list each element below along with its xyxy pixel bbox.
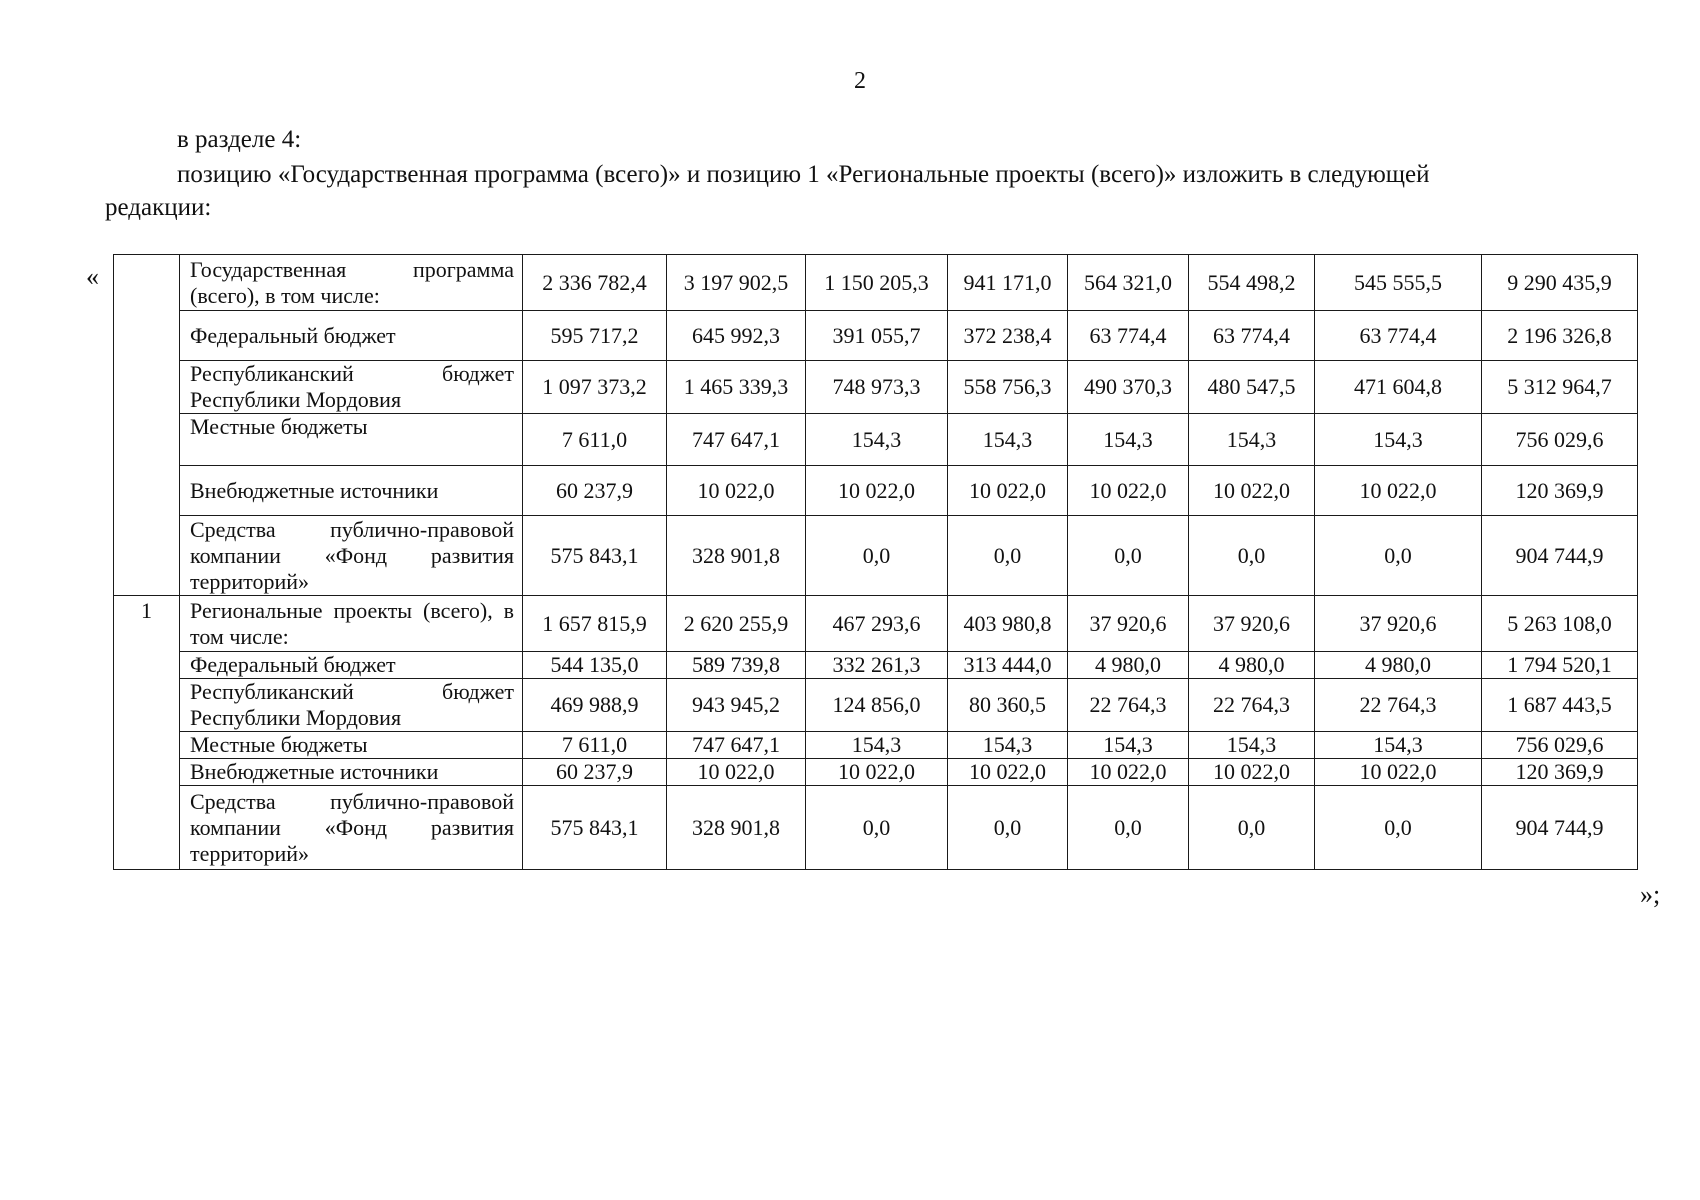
value-cell: 544 135,0: [523, 652, 667, 679]
value-cell: 0,0: [806, 516, 948, 596]
value-cell: 558 756,3: [948, 361, 1068, 414]
value-cell: 480 547,5: [1189, 361, 1315, 414]
value-cell: 154,3: [1315, 414, 1482, 466]
value-cell: 1 794 520,1: [1482, 652, 1638, 679]
budget-table: [113, 254, 1638, 870]
value-cell: 154,3: [1068, 414, 1189, 466]
row-label-cell: Внебюджетные источники: [180, 759, 523, 786]
value-cell: 1 687 443,5: [1482, 679, 1638, 732]
value-cell: 2 620 255,9: [667, 596, 806, 652]
value-cell: 7 611,0: [523, 732, 667, 759]
value-cell: 645 992,3: [667, 311, 806, 361]
value-cell: 10 022,0: [1068, 466, 1189, 516]
value-cell: 154,3: [806, 732, 948, 759]
value-cell: 60 237,9: [523, 759, 667, 786]
budget-table-body: [114, 255, 1638, 870]
value-cell: 469 988,9: [523, 679, 667, 732]
page-number: 2: [854, 68, 866, 94]
value-cell: 22 764,3: [1189, 679, 1315, 732]
value-cell: 10 022,0: [667, 466, 806, 516]
value-cell: 575 843,1: [523, 786, 667, 870]
value-cell: 5 312 964,7: [1482, 361, 1638, 414]
value-cell: 154,3: [806, 414, 948, 466]
value-cell: 313 444,0: [948, 652, 1068, 679]
value-cell: 0,0: [948, 516, 1068, 596]
row-label-cell: Региональные проекты (всего), в том числе:: [180, 596, 523, 652]
row-label-cell: Средства публично-правовой компании «Фонд развития территорий»: [180, 516, 523, 596]
value-cell: 332 261,3: [806, 652, 948, 679]
value-cell: 554 498,2: [1189, 255, 1315, 311]
value-cell: 595 717,2: [523, 311, 667, 361]
value-cell: 403 980,8: [948, 596, 1068, 652]
value-cell: 2 196 326,8: [1482, 311, 1638, 361]
value-cell: 0,0: [948, 786, 1068, 870]
value-cell: 154,3: [1315, 732, 1482, 759]
table-row: [114, 652, 1638, 679]
value-cell: 943 945,2: [667, 679, 806, 732]
value-cell: 37 920,6: [1189, 596, 1315, 652]
value-cell: 154,3: [1189, 732, 1315, 759]
value-cell: 22 764,3: [1315, 679, 1482, 732]
value-cell: 154,3: [1068, 732, 1189, 759]
value-cell: 0,0: [1068, 786, 1189, 870]
value-cell: 904 744,9: [1482, 786, 1638, 870]
row-number-cell: 1: [114, 596, 180, 870]
value-cell: 60 237,9: [523, 466, 667, 516]
value-cell: 10 022,0: [1189, 466, 1315, 516]
value-cell: 328 901,8: [667, 516, 806, 596]
value-cell: 5 263 108,0: [1482, 596, 1638, 652]
table-row: [114, 414, 1638, 466]
row-label-cell: Средства публично-правовой компании «Фонд развития территорий»: [180, 786, 523, 870]
value-cell: 564 321,0: [1068, 255, 1189, 311]
table-row: [114, 311, 1638, 361]
row-label-cell: Местные бюджеты: [180, 414, 523, 466]
value-cell: 756 029,6: [1482, 732, 1638, 759]
row-label-cell: Федеральный бюджет: [180, 652, 523, 679]
value-cell: 37 920,6: [1315, 596, 1482, 652]
row-label-cell: Республиканский бюджет Республики Мордовия: [180, 361, 523, 414]
value-cell: 1 657 815,9: [523, 596, 667, 652]
value-cell: 0,0: [1315, 786, 1482, 870]
value-cell: 154,3: [948, 732, 1068, 759]
value-cell: 63 774,4: [1315, 311, 1482, 361]
section-heading: в разделе 4:: [177, 126, 302, 153]
value-cell: 7 611,0: [523, 414, 667, 466]
value-cell: 0,0: [1189, 516, 1315, 596]
closing-quote: »;: [1640, 880, 1661, 909]
value-cell: 747 647,1: [667, 414, 806, 466]
value-cell: 10 022,0: [1315, 466, 1482, 516]
table-row: [114, 361, 1638, 414]
intro-text-line-1: позицию «Государственная программа (всего)» и позицию 1 «Региональные проекты (всего)» изложить в следующей: [177, 161, 1430, 188]
value-cell: 1 150 205,3: [806, 255, 948, 311]
value-cell: 37 920,6: [1068, 596, 1189, 652]
value-cell: 391 055,7: [806, 311, 948, 361]
value-cell: 0,0: [1189, 786, 1315, 870]
value-cell: 0,0: [806, 786, 948, 870]
value-cell: 0,0: [1068, 516, 1189, 596]
value-cell: 1 097 373,2: [523, 361, 667, 414]
value-cell: 545 555,5: [1315, 255, 1482, 311]
value-cell: 467 293,6: [806, 596, 948, 652]
value-cell: 10 022,0: [806, 466, 948, 516]
row-label-cell: Внебюджетные источники: [180, 466, 523, 516]
value-cell: 154,3: [948, 414, 1068, 466]
table-row: [114, 516, 1638, 596]
value-cell: 2 336 782,4: [523, 255, 667, 311]
row-number-cell: [114, 255, 180, 596]
value-cell: 63 774,4: [1068, 311, 1189, 361]
value-cell: 9 290 435,9: [1482, 255, 1638, 311]
table-row: [114, 759, 1638, 786]
row-label-cell: Республиканский бюджет Республики Мордовия: [180, 679, 523, 732]
value-cell: 941 171,0: [948, 255, 1068, 311]
value-cell: 328 901,8: [667, 786, 806, 870]
value-cell: 490 370,3: [1068, 361, 1189, 414]
opening-quote: «: [86, 262, 99, 291]
table-row: [114, 255, 1638, 311]
value-cell: 63 774,4: [1189, 311, 1315, 361]
value-cell: 4 980,0: [1189, 652, 1315, 679]
table-row: [114, 596, 1638, 652]
value-cell: 4 980,0: [1068, 652, 1189, 679]
value-cell: 154,3: [1189, 414, 1315, 466]
value-cell: 1 465 339,3: [667, 361, 806, 414]
value-cell: 10 022,0: [1315, 759, 1482, 786]
value-cell: 575 843,1: [523, 516, 667, 596]
value-cell: 22 764,3: [1068, 679, 1189, 732]
value-cell: 747 647,1: [667, 732, 806, 759]
intro-text-line-2: редакции:: [105, 194, 212, 221]
table-row: [114, 679, 1638, 732]
value-cell: 10 022,0: [1068, 759, 1189, 786]
value-cell: 120 369,9: [1482, 466, 1638, 516]
table-row: [114, 466, 1638, 516]
row-label-cell: Государственная программа (всего), в том числе:: [180, 255, 523, 311]
value-cell: 10 022,0: [806, 759, 948, 786]
value-cell: 0,0: [1315, 516, 1482, 596]
row-label-cell: Местные бюджеты: [180, 732, 523, 759]
value-cell: 10 022,0: [948, 466, 1068, 516]
value-cell: 120 369,9: [1482, 759, 1638, 786]
value-cell: 4 980,0: [1315, 652, 1482, 679]
value-cell: 748 973,3: [806, 361, 948, 414]
value-cell: 80 360,5: [948, 679, 1068, 732]
value-cell: 10 022,0: [1189, 759, 1315, 786]
table-row: [114, 786, 1638, 870]
value-cell: 10 022,0: [667, 759, 806, 786]
value-cell: 756 029,6: [1482, 414, 1638, 466]
value-cell: 124 856,0: [806, 679, 948, 732]
row-label-cell: Федеральный бюджет: [180, 311, 523, 361]
value-cell: 589 739,8: [667, 652, 806, 679]
value-cell: 471 604,8: [1315, 361, 1482, 414]
value-cell: 3 197 902,5: [667, 255, 806, 311]
value-cell: 904 744,9: [1482, 516, 1638, 596]
value-cell: 372 238,4: [948, 311, 1068, 361]
table-row: [114, 732, 1638, 759]
value-cell: 10 022,0: [948, 759, 1068, 786]
